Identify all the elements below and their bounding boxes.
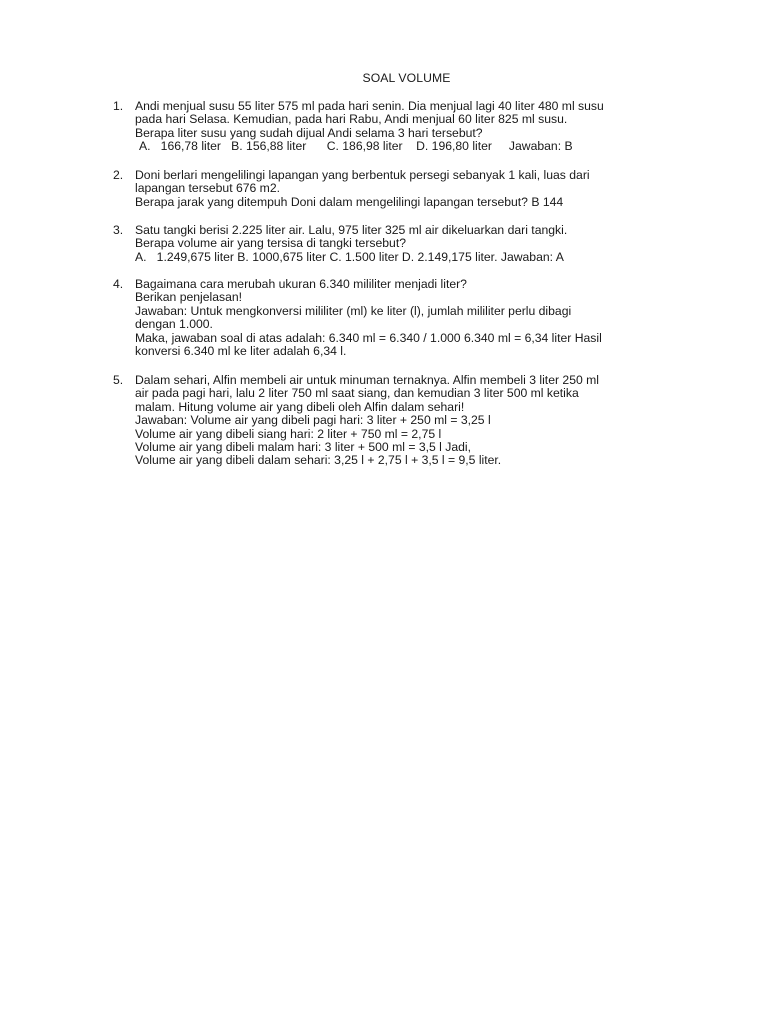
question-line: Andi menjual susu 55 liter 575 ml pada hari senin. Dia menjual lagi 40 liter 480 ml susu	[135, 99, 604, 113]
question-body	[135, 169, 680, 209]
question-line: lapangan tersebut 676 m2.	[135, 181, 281, 196]
page-title: SOAL VOLUME	[362, 71, 451, 85]
question-body	[135, 374, 680, 468]
question-number: 2.	[113, 168, 124, 182]
option-c: C. 186,98 liter	[326, 139, 403, 154]
question-number: 1.	[113, 99, 124, 113]
option-d: D. 196,80 liter	[416, 139, 492, 154]
question-line: Doni berlari mengelilingi lapangan yang berbentuk persegi sebanyak 1 kali, luas dari	[135, 168, 590, 182]
question-line: Berapa jarak yang ditempuh Doni dalam mengelilingi lapangan tersebut? B 144	[135, 194, 564, 209]
question-line: malam. Hitung volume air yang dibeli oleh Alfin dalam sehari!	[135, 399, 465, 414]
question-body	[135, 100, 680, 154]
answer-key: Jawaban: B	[508, 139, 573, 154]
question-line: Maka, jawaban soal di atas adalah: 6.340 ml = 6.340 / 1.000 6.340 ml = 6,34 liter Hasil	[135, 330, 602, 345]
question-line: Volume air yang dibeli dalam sehari: 3,25 l + 2,75 l + 3,5 l = 9,5 liter.	[135, 453, 502, 468]
question-number: 4.	[113, 277, 124, 291]
question-line: dengan 1.000.	[135, 317, 213, 332]
question-line: Berapa volume air yang tersisa di tangki tersebut?	[135, 236, 406, 251]
answer-options	[135, 140, 680, 153]
question-line: Jawaban: Volume air yang dibeli pagi hari: 3 liter + 250 ml = 3,25 l	[135, 413, 491, 428]
question-line: Volume air yang dibeli siang hari: 2 liter + 750 ml = 2,75 l	[135, 426, 442, 441]
question-line: Jawaban: Untuk mengkonversi mililiter (ml) ke liter (l), jumlah mililiter perlu dibagi	[135, 303, 572, 318]
question-line: A. 1.249,675 liter B. 1000,675 liter C. 1.500 liter D. 2.149,175 liter. Jawaban: A	[135, 249, 564, 264]
question-line: konversi 6.340 ml ke liter adalah 6,34 l.	[135, 344, 347, 359]
question-line: pada hari Selasa. Kemudian, pada hari Rabu, Andi menjual 60 liter 825 ml susu.	[135, 112, 568, 127]
question-line: Dalam sehari, Alfin membeli air untuk minuman ternaknya. Alfin membeli 3 liter 250 ml	[135, 373, 599, 387]
question-body	[135, 224, 680, 264]
question-line: Bagaimana cara merubah ukuran 6.340 mililiter menjadi liter?	[135, 277, 467, 291]
question-line: Berikan penjelasan!	[135, 290, 243, 305]
question-line: Berapa liter susu yang sudah dijual Andi selama 3 hari tersebut?	[135, 125, 483, 140]
question-body	[135, 278, 680, 358]
question-line: air pada pagi hari, lalu 2 liter 750 ml saat siang, dan kemudian 3 liter 500 ml ketika	[135, 386, 579, 401]
option-b: B. 156,88 liter	[231, 139, 307, 154]
question-line: Volume air yang dibeli malam hari: 3 liter + 500 ml = 3,5 l Jadi,	[135, 440, 472, 455]
option-a: A. 166,78 liter	[139, 139, 221, 154]
question-number: 3.	[113, 223, 124, 237]
question-line: Satu tangki berisi 2.225 liter air. Lalu, 975 liter 325 ml air dikeluarkan dari tangki.	[135, 223, 568, 237]
question-number: 5.	[113, 373, 124, 387]
